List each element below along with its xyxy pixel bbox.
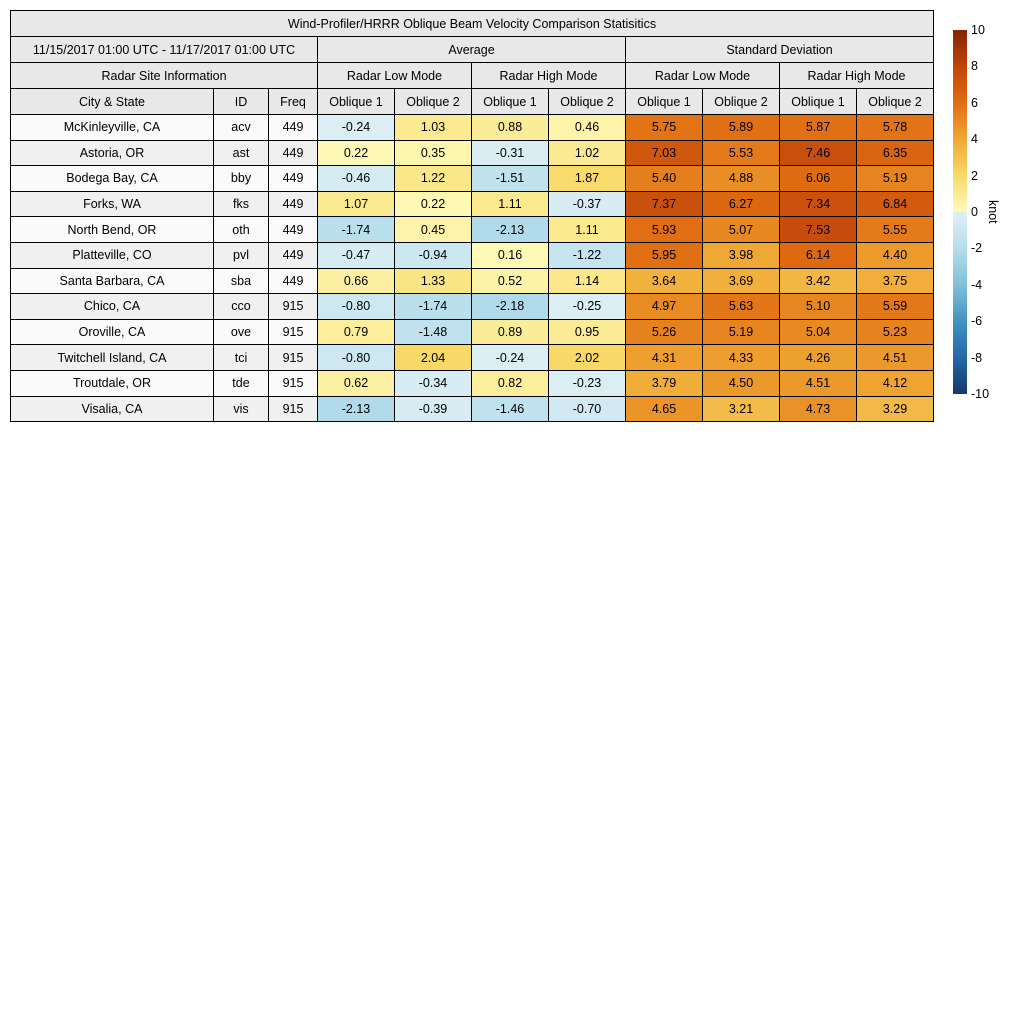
figure-title: Wind-Profiler/HRRR Oblique Beam Velocity Comparison Statisitics — [11, 11, 934, 37]
value-cell: -2.13 — [472, 217, 549, 243]
freq-cell: 915 — [269, 370, 318, 396]
value-cell: -0.23 — [549, 370, 626, 396]
value-cell: 3.79 — [626, 370, 703, 396]
site-row — [11, 396, 934, 422]
id-header: ID — [214, 89, 269, 115]
id-cell: acv — [214, 115, 269, 141]
value-cell: -0.39 — [395, 396, 472, 422]
value-cell: 3.42 — [780, 268, 857, 294]
colorbar-tick-label: 2 — [971, 168, 978, 183]
std-low-mode-header: Radar Low Mode — [626, 63, 780, 89]
oblique1-header: Oblique 1 — [780, 89, 857, 115]
colorbar-tick-label: 0 — [971, 205, 978, 219]
value-cell: 1.02 — [549, 140, 626, 166]
group-header-std-dev: Standard Deviation — [626, 37, 934, 63]
id-cell: tci — [214, 345, 269, 371]
value-cell: 0.82 — [472, 370, 549, 396]
group-header-average: Average — [318, 37, 626, 63]
id-cell: sba — [214, 268, 269, 294]
site-row — [11, 191, 934, 217]
value-cell: 5.75 — [626, 115, 703, 141]
value-cell: 3.29 — [857, 396, 934, 422]
site-cell: Astoria, OR — [11, 140, 214, 166]
value-cell: 4.50 — [703, 370, 780, 396]
colorbar-tick-label: -10 — [971, 387, 990, 401]
freq-cell: 449 — [269, 191, 318, 217]
freq-cell: 449 — [269, 268, 318, 294]
avg-low-mode-header: Radar Low Mode — [318, 63, 472, 89]
value-cell: 3.21 — [703, 396, 780, 422]
oblique2-header: Oblique 2 — [857, 89, 934, 115]
value-cell: 1.22 — [395, 166, 472, 192]
value-cell: 0.46 — [549, 115, 626, 141]
id-cell: tde — [214, 370, 269, 396]
value-cell: 5.19 — [703, 319, 780, 345]
value-cell: 6.06 — [780, 166, 857, 192]
value-cell: 4.33 — [703, 345, 780, 371]
freq-cell: 449 — [269, 140, 318, 166]
colorbar — [953, 30, 967, 394]
value-cell: 6.84 — [857, 191, 934, 217]
value-cell: -1.74 — [318, 217, 395, 243]
id-cell: fks — [214, 191, 269, 217]
site-cell: Visalia, CA — [11, 396, 214, 422]
value-cell: -0.80 — [318, 345, 395, 371]
value-cell: 5.40 — [626, 166, 703, 192]
id-cell: cco — [214, 294, 269, 320]
value-cell: -0.46 — [318, 166, 395, 192]
value-cell: -0.24 — [472, 345, 549, 371]
site-row — [11, 217, 934, 243]
value-cell: 7.37 — [626, 191, 703, 217]
value-cell: -0.31 — [472, 140, 549, 166]
value-cell: -2.18 — [472, 294, 549, 320]
value-cell: 0.62 — [318, 370, 395, 396]
site-cell: Troutdale, OR — [11, 370, 214, 396]
value-cell: -1.22 — [549, 242, 626, 268]
value-cell: 2.04 — [395, 345, 472, 371]
site-cell: Twitchell Island, CA — [11, 345, 214, 371]
site-row — [11, 319, 934, 345]
freq-cell: 449 — [269, 217, 318, 243]
site-cell: Bodega Bay, CA — [11, 166, 214, 192]
site-cell: McKinleyville, CA — [11, 115, 214, 141]
site-row — [11, 268, 934, 294]
site-cell: Platteville, CO — [11, 242, 214, 268]
colorbar-tick-label: -6 — [971, 314, 983, 329]
site-cell: Santa Barbara, CA — [11, 268, 214, 294]
value-cell: 5.87 — [780, 115, 857, 141]
value-cell: 6.27 — [703, 191, 780, 217]
value-cell: -1.46 — [472, 396, 549, 422]
value-cell: 1.11 — [549, 217, 626, 243]
value-cell: 4.51 — [857, 345, 934, 371]
value-cell: 7.46 — [780, 140, 857, 166]
value-cell: 4.73 — [780, 396, 857, 422]
value-cell: 0.35 — [395, 140, 472, 166]
value-cell: 1.14 — [549, 268, 626, 294]
id-cell: ast — [214, 140, 269, 166]
colorbar-unit-label: knot — [986, 200, 1000, 224]
value-cell: 5.55 — [857, 217, 934, 243]
id-cell: ove — [214, 319, 269, 345]
site-row — [11, 242, 934, 268]
value-cell: 1.11 — [472, 191, 549, 217]
colorbar-tick-label: 6 — [971, 95, 978, 110]
value-cell: 7.53 — [780, 217, 857, 243]
value-cell: 7.34 — [780, 191, 857, 217]
freq-cell: 449 — [269, 166, 318, 192]
avg-high-mode-header: Radar High Mode — [472, 63, 626, 89]
value-cell: -0.94 — [395, 242, 472, 268]
value-cell: 5.04 — [780, 319, 857, 345]
value-cell: 0.95 — [549, 319, 626, 345]
value-cell: 1.87 — [549, 166, 626, 192]
site-row — [11, 294, 934, 320]
oblique2-header: Oblique 2 — [395, 89, 472, 115]
oblique2-header: Oblique 2 — [703, 89, 780, 115]
value-cell: 2.02 — [549, 345, 626, 371]
value-cell: 0.66 — [318, 268, 395, 294]
oblique1-header: Oblique 1 — [626, 89, 703, 115]
value-cell: 4.51 — [780, 370, 857, 396]
value-cell: -1.48 — [395, 319, 472, 345]
value-cell: 5.53 — [703, 140, 780, 166]
title-row — [11, 11, 934, 37]
site-cell: Chico, CA — [11, 294, 214, 320]
value-cell: 5.23 — [857, 319, 934, 345]
value-cell: 6.14 — [780, 242, 857, 268]
colorbar-tick-label: 4 — [971, 132, 978, 147]
value-cell: 3.98 — [703, 242, 780, 268]
value-cell: 1.33 — [395, 268, 472, 294]
oblique2-header: Oblique 2 — [549, 89, 626, 115]
value-cell: 0.79 — [318, 319, 395, 345]
value-cell: 0.52 — [472, 268, 549, 294]
value-cell: 3.75 — [857, 268, 934, 294]
value-cell: 5.95 — [626, 242, 703, 268]
column-header-row — [11, 89, 934, 115]
value-cell: 5.26 — [626, 319, 703, 345]
value-cell: -0.25 — [549, 294, 626, 320]
value-cell: -0.80 — [318, 294, 395, 320]
value-cell: -0.70 — [549, 396, 626, 422]
value-cell: 5.93 — [626, 217, 703, 243]
site-cell: North Bend, OR — [11, 217, 214, 243]
value-cell: -1.74 — [395, 294, 472, 320]
value-cell: 4.97 — [626, 294, 703, 320]
value-cell: -1.51 — [472, 166, 549, 192]
freq-cell: 915 — [269, 345, 318, 371]
value-cell: 0.88 — [472, 115, 549, 141]
value-cell: 5.07 — [703, 217, 780, 243]
value-cell: -2.13 — [318, 396, 395, 422]
oblique1-header: Oblique 1 — [472, 89, 549, 115]
id-cell: oth — [214, 217, 269, 243]
site-cell: Oroville, CA — [11, 319, 214, 345]
freq-cell: 915 — [269, 319, 318, 345]
colorbar-tick-label: -4 — [971, 277, 983, 292]
freq-cell: 915 — [269, 294, 318, 320]
value-cell: 0.89 — [472, 319, 549, 345]
site-row — [11, 345, 934, 371]
oblique1-header: Oblique 1 — [318, 89, 395, 115]
site-row — [11, 166, 934, 192]
value-cell: 4.88 — [703, 166, 780, 192]
value-cell: 3.69 — [703, 268, 780, 294]
value-cell: -0.34 — [395, 370, 472, 396]
value-cell: 3.64 — [626, 268, 703, 294]
site-cell: Forks, WA — [11, 191, 214, 217]
value-cell: 5.89 — [703, 115, 780, 141]
value-cell: -0.24 — [318, 115, 395, 141]
mode-header-row — [11, 63, 934, 89]
value-cell: 4.31 — [626, 345, 703, 371]
value-cell: 4.12 — [857, 370, 934, 396]
id-cell: vis — [214, 396, 269, 422]
site-info-header: Radar Site Information — [11, 63, 318, 89]
value-cell: 4.65 — [626, 396, 703, 422]
colorbar-tick-label: -8 — [971, 350, 983, 365]
value-cell: 0.45 — [395, 217, 472, 243]
value-cell: 5.59 — [857, 294, 934, 320]
colorbar-tick-label: -2 — [971, 241, 983, 256]
value-cell: 5.10 — [780, 294, 857, 320]
std-high-mode-header: Radar High Mode — [780, 63, 934, 89]
freq-cell: 449 — [269, 242, 318, 268]
id-cell: bby — [214, 166, 269, 192]
value-cell: 0.22 — [318, 140, 395, 166]
value-cell: 4.26 — [780, 345, 857, 371]
colorbar-tick-label: 8 — [971, 59, 978, 74]
group-header-row — [11, 37, 934, 63]
freq-header: Freq — [269, 89, 318, 115]
freq-cell: 449 — [269, 115, 318, 141]
site-row — [11, 370, 934, 396]
site-row — [11, 140, 934, 166]
value-cell: 5.63 — [703, 294, 780, 320]
value-cell: 7.03 — [626, 140, 703, 166]
value-cell: 6.35 — [857, 140, 934, 166]
id-cell: pvl — [214, 242, 269, 268]
value-cell: 1.07 — [318, 191, 395, 217]
colorbar-tick-label: 10 — [971, 23, 985, 37]
value-cell: -0.47 — [318, 242, 395, 268]
stats-table — [10, 10, 934, 422]
time-range: 11/15/2017 01:00 UTC - 11/17/2017 01:00 UTC — [11, 37, 318, 63]
city-state-header: City & State — [11, 89, 214, 115]
stats-table-body — [11, 115, 934, 422]
value-cell: 4.40 — [857, 242, 934, 268]
value-cell: -0.37 — [549, 191, 626, 217]
value-cell: 1.03 — [395, 115, 472, 141]
freq-cell: 915 — [269, 396, 318, 422]
value-cell: 5.78 — [857, 115, 934, 141]
site-row — [11, 115, 934, 141]
value-cell: 0.22 — [395, 191, 472, 217]
value-cell: 5.19 — [857, 166, 934, 192]
value-cell: 0.16 — [472, 242, 549, 268]
